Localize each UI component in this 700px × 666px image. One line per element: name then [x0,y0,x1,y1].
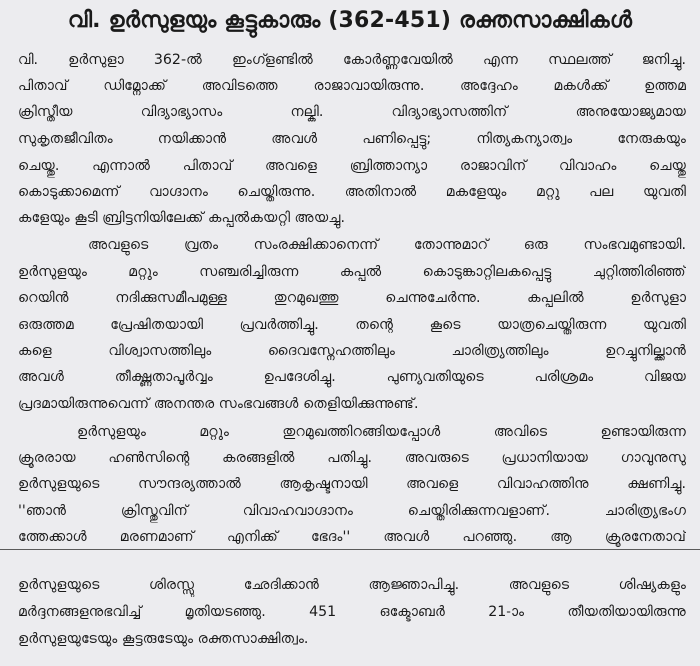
text-line: പിതാവ് ഡിമ്നോക്ക് അവിടത്തെ രാജാവായിരുന്നു. അദ്ദേഹം മകൾക്ക് ഉത്തമ [18,78,686,94]
text-line: ചെയ്തു. എന്നാൽ പിതാവ് അവളെ ബ്രിത്താന്യാ രാജാവിന് വിവാഹം ചെയ്തു [18,158,686,174]
text-line: റെയിൻ നദിക്കുസമീപമുള്ള തുറമുഖത്തു ചെന്നുചേർന്നു. കപ്പലിൽ ഉർസുളാ [18,290,686,306]
text-line: ക്രൂരരായ ഹൺസിന്റെ കരങ്ങളിൽ പതിച്ചു. അവരുടെ പ്രധാനിയായ ഗാവുനുസു [18,450,686,466]
page-title: വി. ഉർസുളയും കൂട്ടുകാരും (362-451) രക്തസാക്ഷികൾ [67,8,633,33]
text-line: ഉർസുളയുടെ സൗന്ദര്യത്താൽ ആകൃഷ്ടനായി അവളെ വിവാഹത്തിനു ക്ഷണിച്ചു. [18,476,686,492]
paragraph-start-line: അവളുടെ വ്രതം സംരക്ഷിക്കാനെന്ന് തോന്നുമാറ് ഒരു സംഭവമുണ്ടായി. [88,237,686,253]
text-line: ത്തേക്കാൾ മരണമാണ് എനിക്ക് ഭേദം'' അവൾ പറഞ്ഞു. ആ ക്രൂരനേതാവ് [18,529,686,545]
text-line: ഉർസുളയുടേയും കൂട്ടരുടേയും രക്തസാക്ഷിത്വം. [18,631,309,647]
text-line: സുകൃതജീവിതം നയിക്കാൻ അവൾ പണിപ്പെട്ടു; നിത്യകന്യാത്വം നേരുകയും [18,131,686,147]
text-line: ഉർസുളയും മറ്റും സഞ്ചരിച്ചിരുന്ന കപ്പൽ കൊടുങ്കാറ്റിലകപ്പെട്ടു ചുറ്റിത്തിരിഞ്ഞ് [18,264,686,280]
text-line: മർദ്ദനങ്ങളനുഭവിച്ച് മൃതിയടഞ്ഞു. 451 ഒക്ടോബർ 21-ാം തീയതിയായിരുന്നു [18,604,686,620]
paragraph-start-line: ഉർസുളയും മറ്റും തുറമുഖത്തിറങ്ങിയപ്പോൾ അവിടെ ഉണ്ടായിരുന്ന [77,424,686,440]
text-line: ഒരുത്തമ പ്രേഷിതയായി പ്രവർത്തിച്ചു. തന്റെ കൂടെ യാത്രചെയ്തിരുന്ന യുവതി [18,317,686,333]
text-line: കളെ വിശ്വാസത്തിലും ദൈവസ്നേഹത്തിലും ചാരിത്ര്യത്തിലും ഉറച്ചുനില്ക്കാൻ [18,343,686,359]
page-divider [0,549,700,550]
text-line: അവൾ തീക്ഷ്ണതാപൂർവ്വം ഉപദേശിച്ചു. പുണ്യവതിയുടെ പരിശ്രമം വിജയ [18,369,686,385]
text-line: കൊടുക്കാമെന്ന് വാഗ്ദാനം ചെയ്തിരുന്നു. അതിനാൽ മകളേയും മറ്റു പല യുവതി [18,184,686,200]
text-line: ക്രിസ്തീയ വിദ്യാഭ്യാസം നല്കി. വിദ്യാഭ്യാസത്തിന് അനുയോജ്യമായ [18,104,686,120]
text-line: വി. ഉർസുളാ 362-ൽ ഇംഗ്ളണ്ടിൽ കോർണ്ണവേയിൽ എന്ന സ്ഥലത്ത് ജനിച്ചു. [18,52,686,68]
text-line: ഉർസുളയുടെ ശിരസ്സു ഛേദിക്കാൻ ആജ്ഞാപിച്ചു. അവളുടെ ശിഷ്യകളും [18,577,686,593]
text-line: ''ഞാൻ ക്രിസ്തുവിന് വിവാഹവാഗ്ദാനം ചെയ്തിരിക്കുന്നവളാണ്. ചാരിത്ര്യഭംഗ [18,503,686,519]
text-line: കളേയും കൂടി ബ്രിട്ടനിയിലേക്ക് കപ്പൽകയറ്റി അയച്ചു. [18,210,345,226]
text-line: പ്രദമായിരുന്നുവെന്ന് അനന്തര സംഭവങ്ങൾ തെളിയിക്കുന്നുണ്ട്. [18,396,419,412]
